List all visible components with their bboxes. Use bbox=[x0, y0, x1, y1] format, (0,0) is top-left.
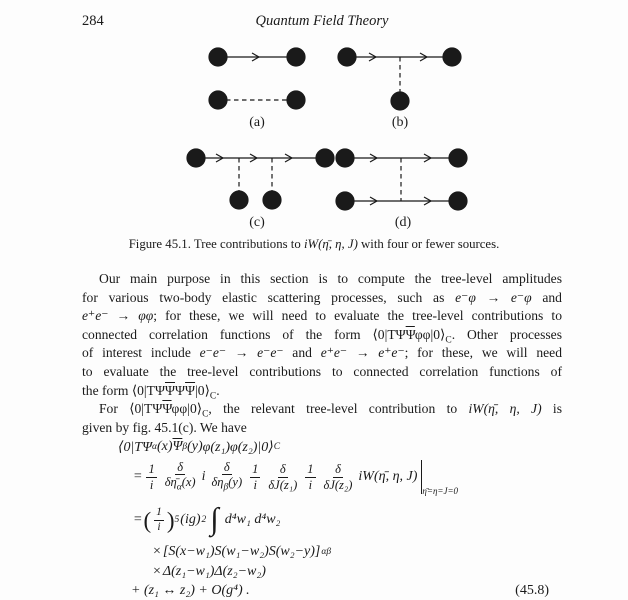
source-dot bbox=[336, 192, 354, 210]
fermion-propagators: [S(x−w₁)S(w₁−w₂)S(w₂−y)] bbox=[162, 544, 321, 559]
generating-functional: iW(η̄, η, J) bbox=[358, 469, 418, 484]
integral-sign: ∫ bbox=[210, 500, 219, 536]
coupling-factor: (ig) bbox=[180, 512, 201, 527]
figure-caption: Figure 45.1. Tree contributions to iW(η̄, η, J) with four or fewer sources. bbox=[128, 237, 500, 251]
fraction: $\frac{\delta}{\delta\eta_\beta(y)}$ bbox=[211, 460, 243, 493]
fraction: $\frac{1}{i}$ bbox=[252, 462, 259, 492]
evaluation-condition: η̄=η=J=0 bbox=[422, 486, 459, 496]
paragraph-line: connected correlation functions of the form $⟨0|T\Psi\overline{\Psi}\varphi\varphi|0⟩_C$. Other processes bbox=[82, 326, 562, 346]
paragraph-line: for various two-body elastic scattering processes, such as e⁻φ → e⁻φ and bbox=[82, 289, 562, 305]
source-dot bbox=[209, 91, 227, 109]
exponent: 2 bbox=[201, 515, 207, 525]
figure-label-c: (c) bbox=[249, 215, 265, 230]
paragraph-line: Our main purpose in this section is to compute the tree-level amplitudes bbox=[99, 271, 562, 286]
display-equation bbox=[82, 438, 562, 600]
diagram-a bbox=[209, 48, 305, 130]
integration-measure: d⁴w₁ d⁴w₂ bbox=[224, 512, 281, 527]
equation-number: (45.8) bbox=[515, 583, 549, 598]
paragraph-line: of interest include e⁻e⁻ → e⁻e⁻ and e⁺e⁻ → e⁺e⁻; for these, we will need bbox=[82, 345, 562, 361]
source-dot bbox=[209, 48, 227, 66]
source-dot bbox=[187, 149, 205, 167]
paragraph-line: e⁺e⁻ → φφ; for these, we will need to evaluate the tree-level contributions to bbox=[82, 308, 562, 324]
feynman-figure bbox=[0, 40, 628, 240]
times-sign: × bbox=[153, 544, 161, 559]
diagram-d bbox=[336, 149, 467, 230]
figure-label-b: (b) bbox=[391, 115, 409, 130]
paragraph-line: to evaluate the tree-level contributions to connected correlation functions of bbox=[82, 363, 562, 379]
page-number: 284 bbox=[82, 13, 104, 29]
exponent: 5 bbox=[174, 515, 180, 525]
paragraph-line: For $⟨0|T\Psi\overline{\Psi}\varphi\varphi|0⟩_C$, the relevant tree-level contribution to iW(η̄, η, J) is bbox=[99, 401, 563, 420]
equation-propagator-line bbox=[152, 542, 562, 562]
imaginary-i: i bbox=[201, 469, 206, 484]
page-header bbox=[82, 13, 562, 33]
fraction: $\frac{1}{i}$ bbox=[156, 506, 162, 533]
exchange-term: + (z₁ ↔ z₂) + O(g⁴) . bbox=[131, 583, 250, 598]
source-dot bbox=[449, 192, 467, 210]
source-dot bbox=[336, 149, 354, 167]
paragraph-line: the form $⟨0|T\Psi\overline{\Psi}\Psi\overline{\Psi}|0⟩_C$. bbox=[82, 382, 220, 402]
times-sign: × bbox=[153, 564, 161, 579]
spinor-indices: αβ bbox=[321, 547, 332, 557]
paragraph-line: given by fig. 45.1(c). We have bbox=[82, 419, 247, 435]
equation-final-line bbox=[130, 582, 562, 600]
equation-functional-derivatives bbox=[132, 456, 562, 498]
source-dot bbox=[287, 48, 305, 66]
source-dot bbox=[316, 149, 334, 167]
figure-label-a: (a) bbox=[249, 115, 265, 130]
equals-sign: = bbox=[133, 469, 143, 484]
source-dot bbox=[338, 48, 356, 66]
fraction: $\frac{\delta}{\text{δJ(z₂)}}$ bbox=[323, 462, 353, 492]
equation-lhs: ⟨0|TΨ α (x) $\overline{\Psi}$ β (y) φ(z₁)φ(z₂)|0⟩ C bbox=[118, 439, 281, 455]
close-paren: ) bbox=[166, 507, 175, 533]
scalar-propagators: Δ(z₁−w₁)Δ(z₂−w₂) bbox=[162, 564, 266, 579]
running-title: Quantum Field Theory bbox=[255, 13, 389, 29]
source-dot bbox=[230, 191, 248, 209]
source-dot bbox=[391, 92, 409, 110]
equals-sign: = bbox=[133, 512, 143, 527]
figure-label-d: (d) bbox=[394, 215, 412, 230]
fraction: $\frac{1}{i}$ bbox=[148, 462, 155, 492]
fraction: $\frac{1}{i}$ bbox=[307, 462, 314, 492]
equation-integral-line bbox=[132, 498, 562, 542]
fraction: $\frac{\delta}{\text{δJ(z₁)}}$ bbox=[268, 462, 298, 492]
equation-scalar-line bbox=[152, 562, 562, 582]
source-dot bbox=[263, 191, 281, 209]
diagram-b bbox=[338, 48, 461, 130]
diagram-c bbox=[187, 149, 334, 230]
body-text bbox=[82, 270, 562, 437]
open-paren: ( bbox=[143, 507, 152, 533]
fraction: $\frac{\delta}{\delta\etā_\alpha(x)}$ bbox=[164, 460, 196, 493]
source-dot bbox=[443, 48, 461, 66]
source-dot bbox=[449, 149, 467, 167]
source-dot bbox=[287, 91, 305, 109]
